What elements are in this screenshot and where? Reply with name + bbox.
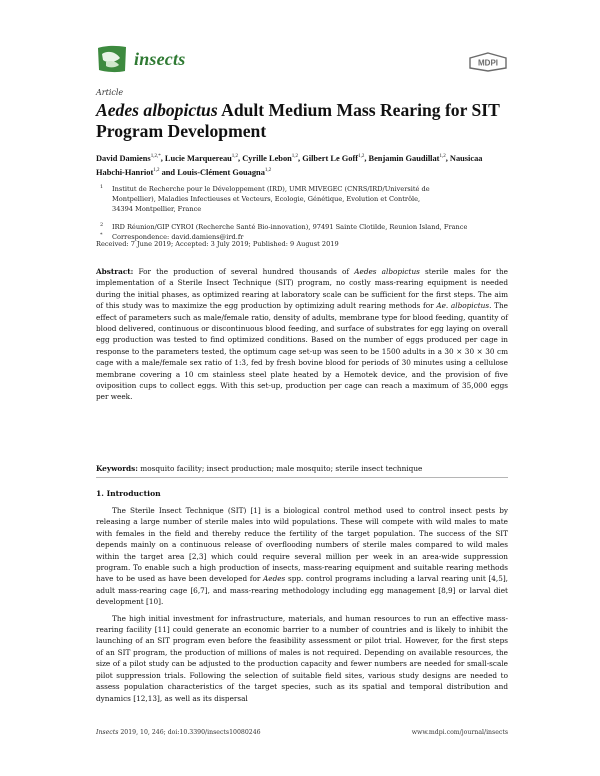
keywords-label: Keywords: [96, 464, 138, 473]
affiliation-line: IRD Réunion/GIP CYROI (Recherche Santé Bio-innovation), 97491 Sainte Clotilde, Reunion Island, France [112, 223, 468, 231]
article-type: Article [96, 88, 124, 97]
abstract: Abstract: For the production of several hundred thousands of Aedes albopictus sterile males for the implementation of a Sterile Insect Technique (SIT) program, no costly mass-rearing equipment is needed during the initial phases, as optimized rearing at laboratory scale can be sufficient for the first steps. The aim of this study was to maximize the egg production by optimizing adult rearing methods for Ae. albopictus. The effect of parameters such as male/female ratio, density of adults, membrane type for blood feeding, quantity of blood delivered, continuous or discontinuous blood feeding, and surface of substrates for egg laying on overall egg production was tested to find optimized conditions. Based on the number of eggs produced per cage in response to the parameters tested, the optimum cage set-up was seen to be 1500 adults in a 30 × 30 × 30 cm cage with a male/female sex ratio of 1:3, fed by fresh bovine blood for periods of 30 minutes using a cellulose membrane covering a 10 cm stainless steel plate heated by a Hemotek device, and the provision of five oviposition cups to collect eggs. With this set-up, production per cage can reach a maximum of 35,000 eggs per week. [96, 267, 508, 402]
affiliation [96, 184, 508, 214]
author-name[interactable]: Cyrille Lebon$^{1,2}$ [242, 153, 299, 163]
mdpi-logo-icon[interactable] [468, 52, 508, 72]
author-affiliation-marker: 1,2 [153, 168, 160, 174]
author-name[interactable]: Nausicaa Habchi-Hanriot$^{1,2}$ [96, 153, 483, 178]
article-title [96, 100, 516, 142]
journal-url-link[interactable]: www.mdpi.com/journal/insects [411, 729, 508, 736]
journal-name: insects [134, 48, 186, 69]
affiliation [96, 222, 508, 232]
author-affiliation-marker: 1,2 [231, 154, 239, 159]
affiliation-number: 2 [100, 222, 104, 228]
author-list: David Damiens$^{1,2,*}$, Lucie Marquereau$^{1,2}$, Cyrille Lebon$^{1,2}$, Gilbert Le Goff$^{1,2}$, Benjamin Gaudillat$^{1,2}$, Nausicaa Habchi-Hanriot$^{1,2}$ and Louis-Clément Gouagna$^{1,2}$ [96, 153, 483, 178]
author-name[interactable]: David Damiens$^{1,2,*}$ [96, 153, 161, 163]
author-affiliation-marker: 1,2 [264, 168, 272, 174]
citation: Insects 2019, 10, 246; doi:10.3390/insects10080246 [96, 729, 261, 736]
affiliation-line: Montpellier), Maladies Infectieuses et Vecteurs, Ecologie, Génétique, Evolution et Contrôle, [112, 195, 421, 203]
affiliation-line: Correspondence: david.damiens@ird.fr [112, 233, 244, 241]
paragraph: The Sterile Insect Technique (SIT) [1] is a biological control method used to control insect pests by releasing a large number of sterile males into wild populations. These will compete with wild males to mate with females in the field and thereby reduce the fertility of the target population. The success of the SIT depends mainly on a continuous release of overflooding numbers of sterile males compared to wild males within the target area [2,3] which could require several million per week in an area-wide suppression program. To enable such a high production of insects, mass-rearing equipment and suitable rearing methods have to be used as have been developed for Aedes spp. control programs including a larval rearing unit [4,5], adult mass-rearing cage [6,7], and mass-rearing methodology including egg management [8,9] or larval diet development [10]. [96, 506, 509, 607]
keywords-text: mosquito facility; insect production; male mosquito; sterile insect technique [137, 464, 423, 473]
author-affiliation-marker: 1,2 [291, 154, 299, 159]
keywords [96, 464, 508, 473]
author-affiliation-marker: 1,2 [358, 154, 365, 159]
abstract-label: Abstract: [96, 267, 134, 276]
journal-logo[interactable] [96, 44, 185, 74]
affiliations [96, 184, 508, 242]
title-species: Aedes albopictus [96, 100, 218, 120]
journal-header [96, 44, 508, 84]
publication-dates: Received: 7 June 2019; Accepted: 3 July 2019; Published: 9 August 2019 [96, 240, 339, 248]
paragraph: The high initial investment for infrastructure, materials, and human resources to run an effective mass-rearing facility [11] could generate an economic barrier to a number of countries and is likely to inhibit the launching of an SIT program even before the feasibility assessment or pilot trial. However, for the first steps of an SIT program, the production of millions of males is not required. Depending on available resources, the size of a pilot study can be adjusted to the production capacity and fewer numbers are needed for small-scale pilot suppression trials. Following the selection of suitable field sites, various study designs are needed to assess population characteristics of the target species, such as its spatial and temporal distribution and dynamics [12,13], as well as its dispersal [96, 613, 508, 703]
affiliation-line: 34394 Montpellier, France [112, 205, 202, 213]
author-name[interactable]: Lucie Marquereau$^{1,2}$ [164, 153, 239, 163]
insect-logo-icon [96, 44, 128, 74]
author-name[interactable]: Gilbert Le Goff$^{1,2}$ [302, 153, 365, 163]
affiliation-line: Institut de Recherche pour le Développement (IRD), UMR MIVEGEC (CNRS/IRD/Université de [112, 185, 430, 193]
author-affiliation-marker: 1,2 [439, 154, 446, 159]
mdpi-logo-text: MDPI [478, 58, 498, 68]
affiliation-number: 1 [100, 184, 104, 190]
author-name[interactable]: Louis-Clément Gouagna$^{1,2}$ [177, 168, 272, 178]
section-title-introduction: 1. Introduction [96, 489, 161, 498]
affiliation-number: * [100, 232, 103, 238]
introduction-body [96, 505, 508, 709]
author-affiliation-marker: 1,2,* [150, 154, 161, 159]
section-divider [96, 477, 508, 478]
author-name[interactable]: Benjamin Gaudillat$^{1,2}$ [368, 153, 446, 163]
title-rest: Adult Medium Mass Rearing for SIT Program Development [96, 100, 500, 141]
